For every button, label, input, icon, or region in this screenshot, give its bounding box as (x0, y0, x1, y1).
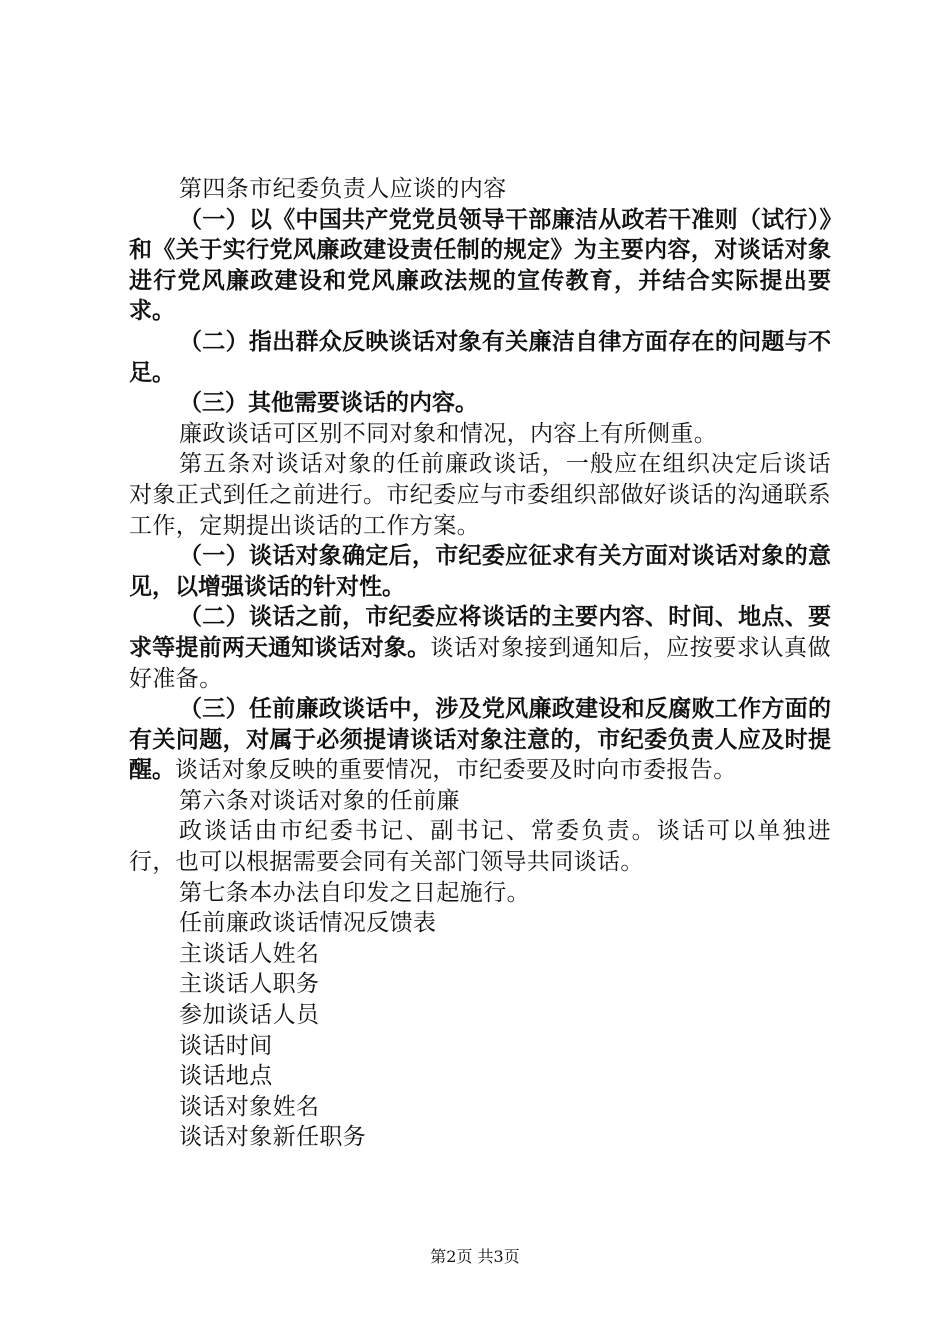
article-5-heading: 第五条对谈话对象的任前廉政谈话，一般应在组织决定后谈话对象正式到任之前进行。市纪委应与市委组织部做好谈话的沟通联系工作，定期提出谈话的工作方案。 (129, 451, 831, 539)
form-field-location: 谈话地点 (179, 1063, 273, 1090)
article-4-heading: 第四条市纪委负责人应谈的内容 (179, 176, 507, 202)
article-5-item-1: （一）谈话对象确定后，市纪委应征求有关方面对谈话对象的意见，以增强谈话的针对性。 (129, 543, 831, 600)
form-field-main-interviewer-name: 主谈话人姓名 (179, 940, 320, 967)
document-body (129, 174, 831, 1153)
article-5-item-3-bold: （三）任前廉政谈话中，涉及党风廉政建设和反腐败工作方面的有关问题，对属于必须提请谈话对象注意的，市纪委负责人应及时提醒。 (129, 696, 831, 784)
form-field-main-interviewer-position: 主谈话人职务 (179, 971, 320, 998)
article-7: 第七条本办法自印发之日起施行。 (179, 879, 530, 906)
form-field-subject-new-position: 谈话对象新任职务 (179, 1124, 367, 1151)
article-4-item-2: （二）指出群众反映谈话对象有关廉洁自律方面存在的问题与不足。 (129, 328, 831, 386)
form-title: 任前廉政谈话情况反馈表 (179, 910, 437, 937)
article-5-item-2 (129, 602, 831, 694)
article-4-item-3: （三）其他需要谈话的内容。 (179, 390, 478, 417)
article-6-body: 政谈话由市纪委书记、副书记、常委负责。谈话可以单独进行，也可以根据需要会同有关部门领导共同谈话。 (129, 818, 831, 876)
article-4-note: 廉政谈话可区别不同对象和情况，内容上有所侧重。 (179, 420, 718, 447)
form-field-subject-name: 谈话对象姓名 (179, 1093, 320, 1120)
article-5-item-2-plain: 谈话对象接到通知后，应按要求认真做好准备。 (129, 634, 831, 692)
form-field-time: 谈话时间 (179, 1032, 273, 1059)
article-4-item-1: （一）以《中国共产党党员领导干部廉洁从政若干准则（试行）》和《关于实行党风廉政建设责任制的规定》为主要内容，对谈话对象进行党风廉政建设和党风廉政法规的宣传教育，并结合实际提出要求。 (129, 206, 831, 325)
article-5-item-3-plain: 谈话对象反映的重要情况，市纪委要及时向市委报告。 (175, 757, 737, 784)
article-5-item-2-bold: （二）谈话之前，市纪委应将谈话的主要内容、时间、地点、要求等提前两天通知谈话对象。 (129, 604, 831, 661)
article-6-heading: 第六条对谈话对象的任前廉 (179, 787, 460, 814)
page-footer: 第2页 共3页 (430, 1247, 520, 1266)
form-field-participants: 参加谈话人员 (179, 1002, 320, 1029)
article-5-item-3 (129, 694, 831, 786)
